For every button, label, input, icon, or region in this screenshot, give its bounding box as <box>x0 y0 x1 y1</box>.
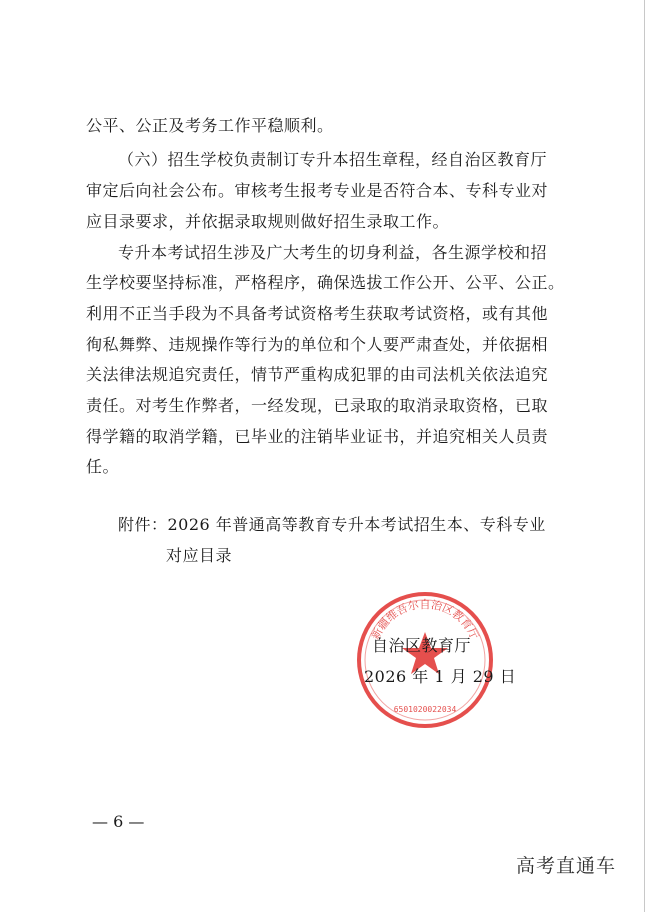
signature-date: 2026 年 1 月 29 日 <box>364 667 517 686</box>
signature-org: 自治区教育厅 <box>372 636 472 655</box>
body-line-4: 应目录要求，并依据录取规则做好招生录取工作。 <box>86 212 450 231</box>
body-line-1: 公平、公正及考务工作平稳顺利。 <box>86 116 334 135</box>
body-line-9: 关法律法规追究责任，情节严重构成犯罪的由司法机关依法追究 <box>86 365 549 384</box>
seal-code: 6501020022034 <box>393 705 457 714</box>
page-number: — 6 — <box>92 812 145 831</box>
body-line-8: 徇私舞弊、违规操作等行为的单位和个人要严肃查处，并依据相 <box>86 335 549 354</box>
body-line-6: 生学校要坚持标准，严格程序，确保选拔工作公开、公平、公正。 <box>86 273 565 292</box>
body-line-3: 审定后向社会公布。审核考生报考专业是否符合本、专科专业对 <box>86 181 549 200</box>
watermark: 高考直通车 <box>515 855 616 877</box>
attachment-line-2: 对应目录 <box>166 546 233 565</box>
official-seal <box>355 590 495 730</box>
body-line-7: 利用不正当手段为不具备考试资格考生获取考试资格，或有其他 <box>86 304 549 323</box>
body-line-10: 责任。对考生作弊者，一经发现，已录取的取消录取资格，已取 <box>86 396 549 415</box>
body-line-2: （六）招生学校负责制订专升本招生章程，经自治区教育厅 <box>118 150 548 169</box>
attachment-line-1: 附件：2026 年普通高等教育专升本考试招生本、专科专业 <box>118 515 546 534</box>
body-line-12: 任。 <box>86 457 120 476</box>
body-line-5: 专升本考试招生涉及广大考生的切身利益，各生源学校和招 <box>118 243 548 262</box>
seal-arc-text: 新疆维吾尔自治区教育厅 <box>368 598 482 642</box>
body-line-11: 得学籍的取消学籍，已毕业的注销毕业证书，并追究相关人员责 <box>86 427 549 446</box>
